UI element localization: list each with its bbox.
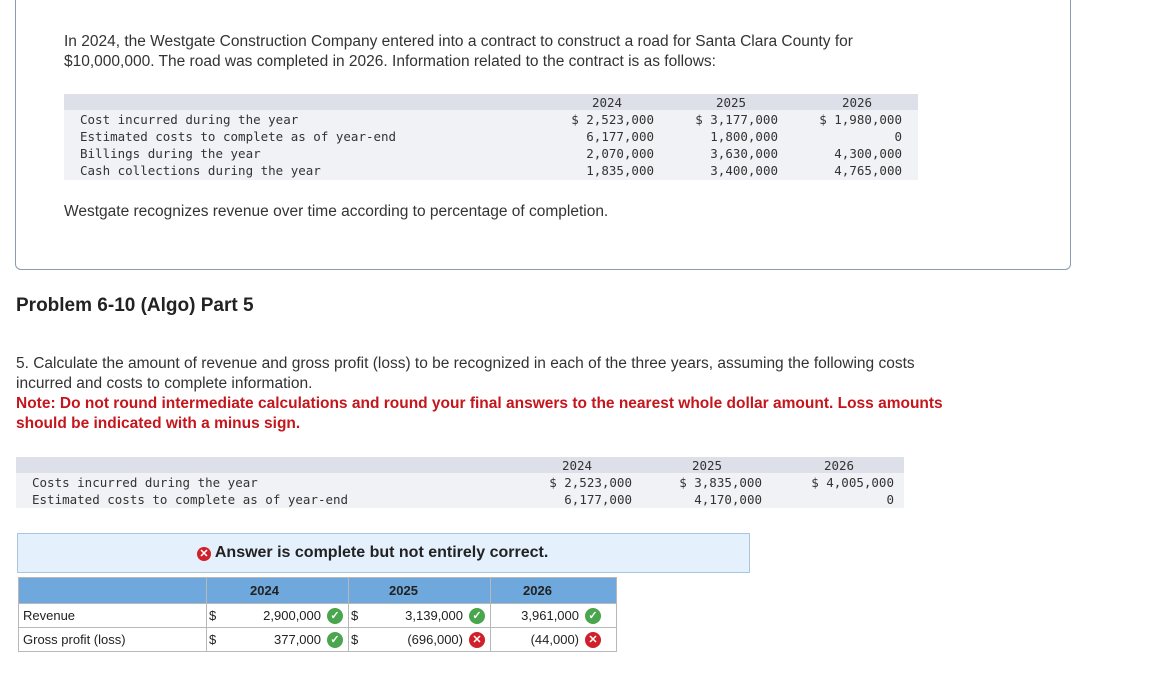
info-cell: 3,400,000: [710, 163, 778, 178]
info-cell: 2,070,000: [586, 146, 654, 161]
cost-year-2025: 2025: [691, 458, 723, 473]
cost-row-label: Estimated costs to complete as of year-end: [32, 492, 349, 507]
instruction-note-line2: should be indicated with a minus sign.: [16, 415, 301, 432]
info-row-label: Cash collections during the year: [80, 163, 321, 178]
answer-year-header: [207, 578, 349, 604]
intro-paragraph-line1: In 2024, the Westgate Construction Company entered into a contract to construct a road for Santa Clara County for: [64, 33, 853, 50]
info-year-2026: 2026: [841, 95, 873, 110]
answer-status: [197, 544, 548, 562]
revenue-2025-input[interactable]: 3,139,000: [405, 608, 463, 623]
answer-row-label: Gross profit (loss): [19, 628, 207, 652]
answer-cell: [207, 628, 349, 652]
gross-profit-2024-input[interactable]: 377,000: [274, 632, 321, 647]
answer-cell: [349, 628, 491, 652]
info-cell: $ 2,523,000: [571, 112, 654, 127]
answer-table: [18, 577, 617, 652]
question-line1: 5. Calculate the amount of revenue and gross profit (loss) to be recognized in each of the three years, assuming the following costs: [16, 355, 915, 372]
check-icon: ✓: [585, 608, 601, 624]
cost-cell: $ 3,835,000: [679, 475, 762, 490]
incorrect-icon: ✕: [469, 632, 485, 648]
instruction-note-line1: Note: Do not round intermediate calculations and round your final answers to the nearest whole dollar amount. Loss amounts: [16, 395, 943, 412]
revenue-2024-input[interactable]: 2,900,000: [263, 608, 321, 623]
info-row-label: Cost incurred during the year: [80, 112, 299, 127]
check-icon: ✓: [327, 608, 343, 624]
info-cell: $ 3,177,000: [695, 112, 778, 127]
cost-cell: 6,177,000: [564, 492, 632, 507]
gross-profit-2026-input[interactable]: (44,000): [530, 632, 579, 647]
info-year-2024: 2024: [591, 95, 623, 110]
answer-status-text: Answer is complete but not entirely correct.: [214, 544, 549, 561]
problem-title: Problem 6-10 (Algo) Part 5: [16, 295, 254, 316]
table-row: [19, 604, 617, 628]
currency-symbol: $: [209, 632, 217, 647]
currency-symbol: $: [209, 608, 217, 623]
info-row-label: Billings during the year: [80, 146, 261, 161]
cost-cell: $ 4,005,000: [811, 475, 894, 490]
answer-cell: [207, 604, 349, 628]
answer-year-2024: 2024: [250, 583, 279, 598]
info-table-header-band: [64, 94, 918, 110]
info-cell: 1,835,000: [586, 163, 654, 178]
info-cell: 3,630,000: [710, 146, 778, 161]
check-icon: ✓: [327, 632, 343, 648]
answer-year-2026: 2026: [523, 583, 552, 598]
info-cell: 4,300,000: [834, 146, 902, 161]
info-cell: $ 1,980,000: [819, 112, 902, 127]
info-cell: 1,800,000: [710, 129, 778, 144]
answer-cell: [349, 604, 491, 628]
table-row: [19, 628, 617, 652]
cost-cell: 4,170,000: [694, 492, 762, 507]
intro-paragraph-line2: $10,000,000. The road was completed in 2026. Information related to the contract is as follows:: [64, 53, 716, 70]
cost-table-header-band: [16, 457, 904, 473]
question-line2: incurred and costs to complete information.: [16, 375, 313, 392]
answer-year-2025: 2025: [389, 583, 418, 598]
answer-cell: [491, 628, 617, 652]
info-row-label: Estimated costs to complete as of year-end: [80, 129, 397, 144]
answer-cell: [491, 604, 617, 628]
answer-year-header: [491, 578, 617, 604]
info-cell: 6,177,000: [586, 129, 654, 144]
cost-row-label: Costs incurred during the year: [32, 475, 258, 490]
info-year-2025: 2025: [715, 95, 747, 110]
cost-cell: 0: [886, 492, 894, 507]
gross-profit-2025-input[interactable]: (696,000): [407, 632, 463, 647]
info-cell: 4,765,000: [834, 163, 902, 178]
answer-header-label: [19, 578, 207, 604]
answer-row-label: Revenue: [19, 604, 207, 628]
intro-footer: Westgate recognizes revenue over time according to percentage of completion.: [64, 203, 609, 220]
currency-symbol: $: [351, 608, 359, 623]
incorrect-icon: ✕: [197, 547, 211, 561]
check-icon: ✓: [469, 608, 485, 624]
cost-year-2026: 2026: [823, 458, 855, 473]
revenue-2026-input[interactable]: 3,961,000: [521, 608, 579, 623]
cost-cell: $ 2,523,000: [549, 475, 632, 490]
answer-header-row: [19, 578, 617, 604]
currency-symbol: $: [351, 632, 359, 647]
incorrect-icon: ✕: [585, 632, 601, 648]
cost-year-2024: 2024: [561, 458, 593, 473]
info-cell: 0: [894, 129, 902, 144]
answer-year-header: [349, 578, 491, 604]
